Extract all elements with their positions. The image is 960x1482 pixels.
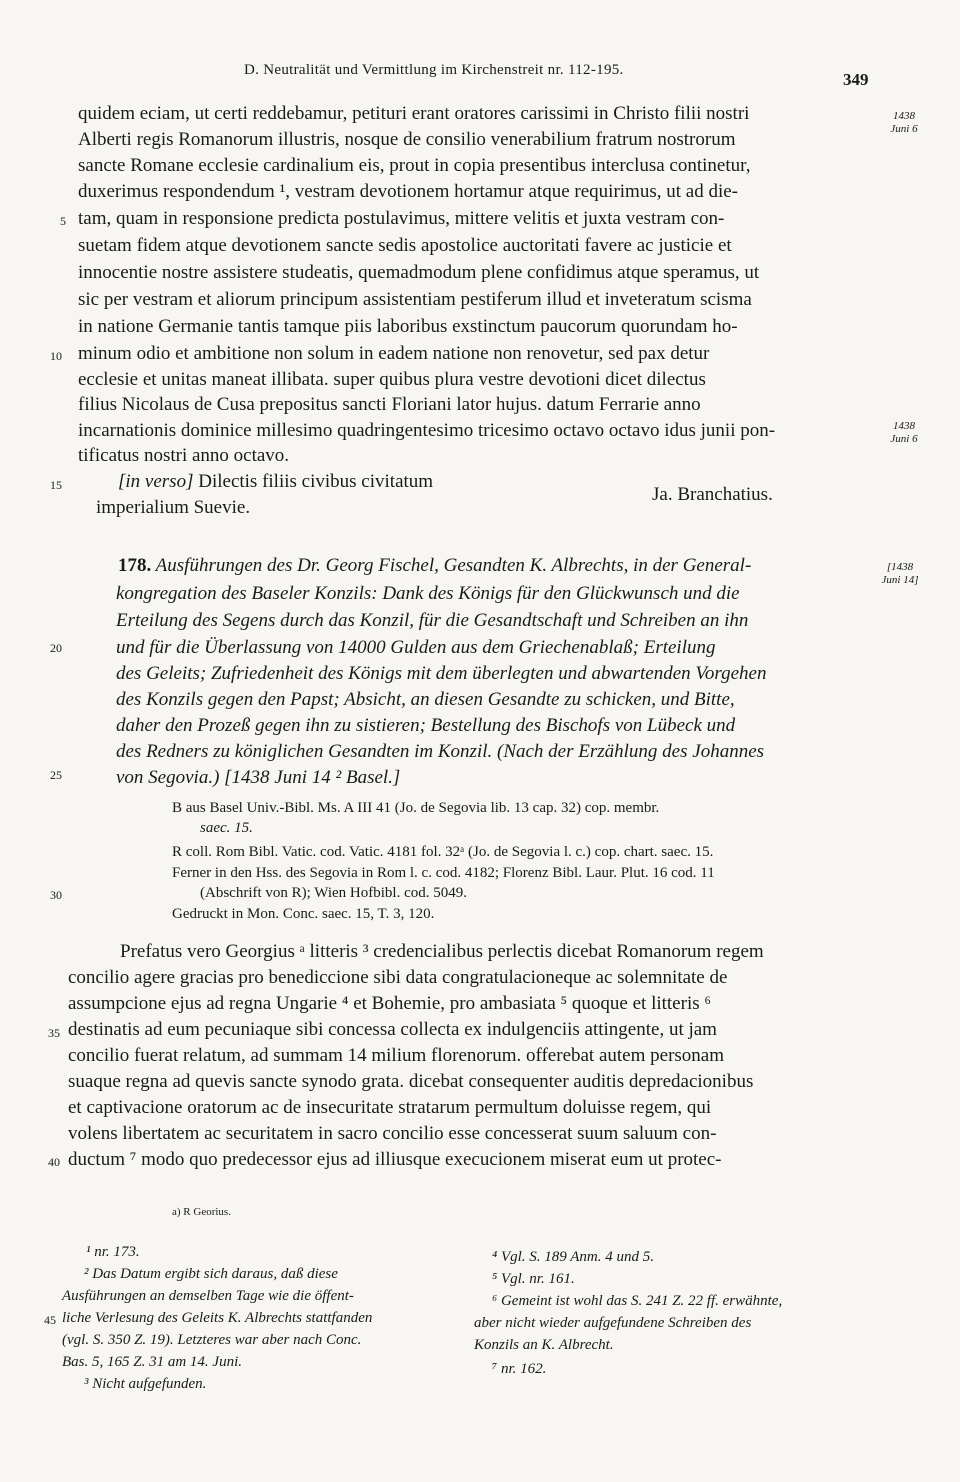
letter-line: incarnationis dominice millesimo quadringentesimo tricesimo octavo octavo idus junii pon- [78,420,776,441]
text-line: concilio fuerat relatum, ad summam 14 milium florenorum. offerebat autem personam [68,1045,725,1066]
footnote-line: Bas. 5, 165 Z. 31 am 14. Juni. [62,1354,242,1370]
footnote-line: Konzils an K. Albrecht. [474,1337,614,1353]
letter-line: filius Nicolaus de Cusa prepositus sancti Floriani lator hujus. datum Ferrarie anno [78,394,701,415]
line-number: 20 [50,641,62,655]
letter-line: innocentie nostre assistere studeatis, quemadmodum plene confidimus atque speramus, ut [78,262,760,283]
line-number: 45 [44,1313,56,1327]
signature: Ja. Branchatius. [652,484,773,505]
margin-date: 1438 Juni 6 [890,110,918,135]
letter-line: sic per vestram et aliorum principum assistentiam pestiferum illud et inveteratum scisma [78,289,752,310]
letter-line: in natione Germanie tantis tamque piis laboribus exstinctum paucorum quorundam ho- [78,316,738,337]
footnote-line: ⁶ Gemeint ist wohl das S. 241 Z. 22 ff. erwähnte, [492,1293,783,1309]
letter-line: duxerimus respondendum ¹, vestram devotionem hortamur atque requirimus, ut ad die- [78,181,738,202]
heading-line: daher den Prozeß gegen ihn zu sistieren; Bestellung des Bischofs von Lübeck und [116,715,736,736]
letter-line: Alberti regis Romanorum illustris, nosque de consilio venerabilium fratrum nostrorum [78,129,736,150]
address-prefix: [in verso] [118,471,194,492]
text-line: volens libertatem ac securitatem in sacro concilio esse concesserat suum saluum con- [68,1123,717,1144]
line-number: 35 [48,1026,60,1040]
heading-line: von Segovia.) [1438 Juni 14 ² Basel.] [116,767,401,788]
footnote-line: ² Das Datum ergibt sich daraus, daß diese [84,1266,338,1282]
footnote-line: ³ Nicht aufgefunden. [84,1376,207,1392]
footnote-line: ⁴ Vgl. S. 189 Anm. 4 und 5. [492,1249,655,1265]
address-text: Dilectis filiis civibus civitatum [198,471,434,492]
line-number: 40 [48,1155,60,1169]
heading-line: 178. Ausführungen des Dr. Georg Fischel, Gesandten K. Albrechts, in der General- [118,555,752,576]
text-line: et captivacione oratorum ac de insecuritate stratarum permultum doluisse regem, qui [68,1097,712,1118]
address-line: imperialium Suevie. [96,497,251,518]
apparatus-line: saec. 15. [200,820,253,836]
variant-note: a) R Georius. [172,1206,231,1218]
line-number: 15 [50,478,62,492]
footnote-line: ¹ nr. 173. [86,1244,140,1260]
footnote-line: aber nicht wieder aufgefundene Schreiben des [474,1315,752,1331]
heading-line: und für die Überlassung von 14000 Gulden aus dem Griechenablaß; Erteilung [116,637,716,658]
letter-line: suetam fidem atque devotionem sancte sedis apostolice auctoritati favere ac justicie et [78,235,732,256]
apparatus-line: R coll. Rom Bibl. Vatic. cod. Vatic. 4181 fol. 32ᵃ (Jo. de Segovia l. c.) cop. chart. saec. 15. [172,844,714,860]
running-header: D. Neutralität und Vermittlung im Kirchenstreit nr. 112-195. [244,62,624,78]
footnote-line: Ausführungen an demselben Tage wie die öffent- [62,1288,354,1304]
apparatus-line: Ferner in den Hss. des Segovia in Rom l. c. cod. 4182; Florenz Bibl. Laur. Plut. 16 cod. 11 [172,865,715,881]
document-number: 178. [118,555,152,576]
text-line: concilio agere gracias pro benediccione sibi data congratulacioneque ac solemnitate de [68,967,728,988]
letter-line: quidem eciam, ut certi reddebamur, petituri erant oratores carissimi in Christo filii nostri [78,103,750,124]
heading-line: kongregation des Baseler Konzils: Dank des Königs für den Glückwunsch und die [116,583,740,604]
line-number: 30 [50,888,62,902]
letter-line: sancte Romane ecclesie cardinalium eis, prout in copia presentibus interclusa continetur, [78,155,751,176]
footnote-line: ⁷ nr. 162. [492,1361,547,1377]
text-line: suaque regna ad quevis sancte synodo grata. dicebat consequenter auditis depredacionibus [68,1071,754,1092]
footnote-line: ⁵ Vgl. nr. 161. [492,1271,575,1287]
page-number: 349 [843,70,869,89]
line-number: 25 [50,768,62,782]
letter-line: tificatus nostri anno octavo. [78,445,290,466]
letter-line: tam, quam in responsione predicta postulavimus, mittere velitis et juxta vestram con- [78,208,725,229]
heading-line: des Redners zu königlichen Gesandten im Konzil. (Nach der Erzählung des Johannes [116,741,765,762]
footnote-line: liche Verlesung des Geleits K. Albrechts stattfanden [62,1310,373,1326]
apparatus-line: B aus Basel Univ.-Bibl. Ms. A III 41 (Jo. de Segovia lib. 13 cap. 32) cop. membr. [172,800,660,816]
line-number: 5 [60,214,66,228]
text-line: ductum ⁷ modo quo predecessor ejus ad illiusque execucionem miserat eum ut protec- [68,1149,722,1170]
apparatus-line: (Abschrift von R); Wien Hofbibl. cod. 5049. [200,885,467,901]
letter-line: ecclesie et unitas maneat illibata. super quibus plura vestre devotioni dicet dilectus [78,369,706,390]
text-line: assumpcione ejus ad regna Ungarie ⁴ et Bohemie, pro ambasiata ⁵ quoque et litteris ⁶ [68,993,711,1014]
apparatus-line: Gedruckt in Mon. Conc. saec. 15, T. 3, 120. [172,906,435,922]
address-line [118,472,433,491]
text-line: Prefatus vero Georgius ᵃ litteris ³ credencialibus perlectis dicebat Romanorum regem [120,941,764,962]
heading-line: Erteilung des Segens durch das Konzil, für die Gesandtschaft und Schreiben an ihn [116,610,749,631]
margin-date: 1438 Juni 6 [890,420,918,445]
heading-line: des Geleits; Zufriedenheit des Königs mit dem überlegten und abwartenden Vorgehen [116,663,767,684]
line-number: 10 [50,349,62,363]
heading-line: des Konzils gegen den Papst; Absicht, an diesen Gesandte zu schicken, und Bitte, [116,689,735,710]
letter-line: minum odio et ambitione non solum in eadem natione non renovetur, sed pax detur [78,343,710,364]
text-line: destinatis ad eum pecuniaque sibi concessa collecta ex indulgenciis attingente, ut jam [68,1019,717,1040]
footnote-line: (vgl. S. 350 Z. 19). Letzteres war aber nach Conc. [62,1332,362,1348]
margin-date: [1438 Juni 14] [881,561,919,586]
